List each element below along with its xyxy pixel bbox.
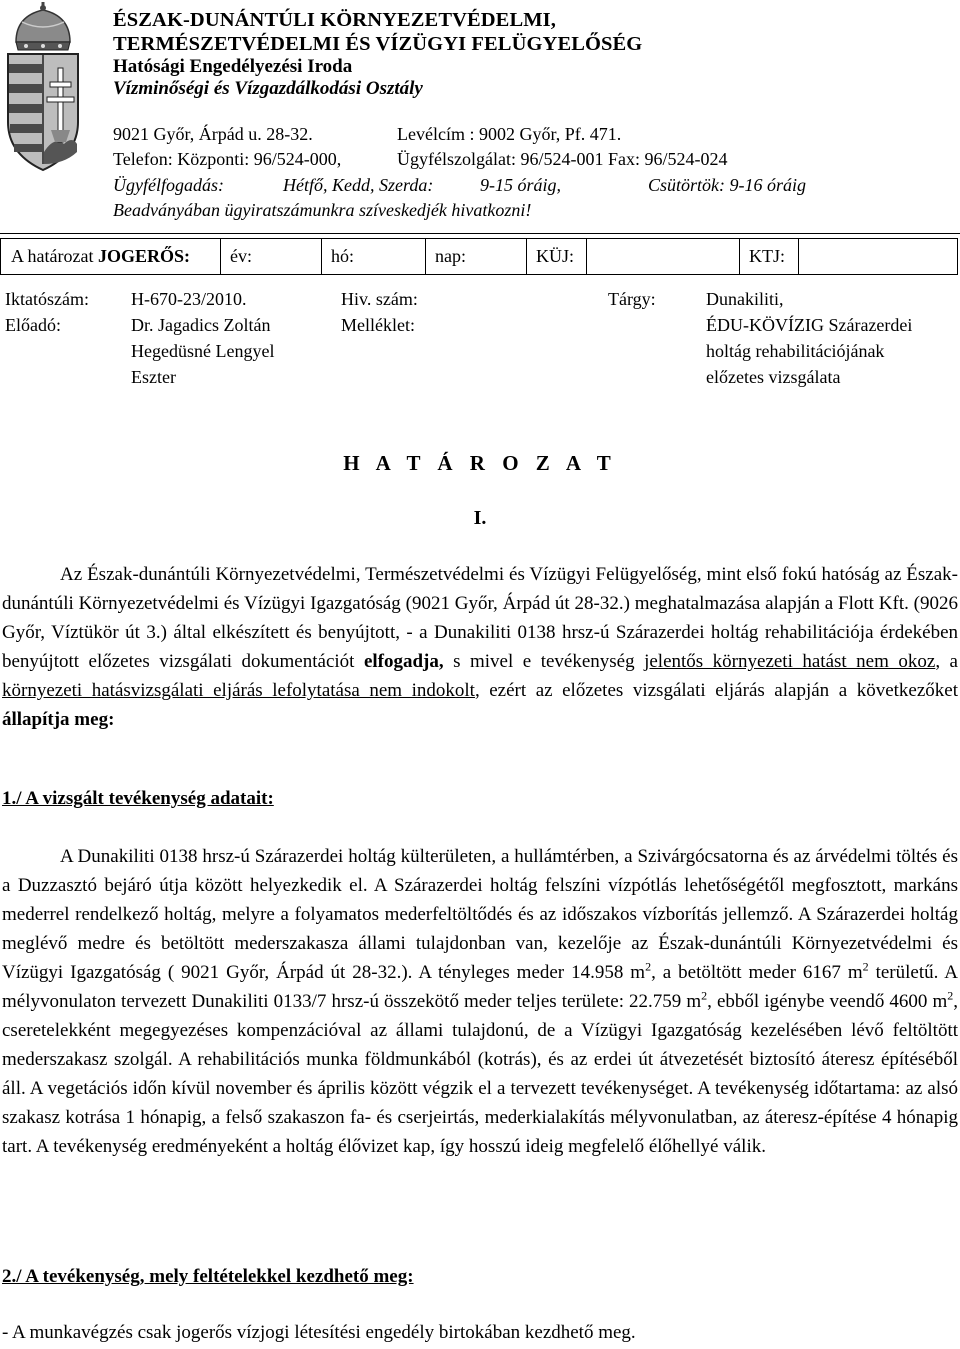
org-name-line-1: ÉSZAK-DUNÁNTÚLI KÖRNYEZETVÉDELMI, [113,9,556,31]
body-text-4: , ebből igénybe veendő 4600 m [707,991,948,1012]
table-divider [586,239,587,274]
iktatoszam-label: Iktatószám: [5,289,89,309]
body-text-2: , a betöltött meder 6167 m [651,962,863,983]
heading-activity-data: 1./ A vizsgált tevékenység adatait: [2,788,274,809]
superscript: 2 [701,988,708,1003]
jogeros-prefix: A határozat [11,246,98,266]
org-name-line-2: TERMÉSZETVÉDELMI ÉS VÍZÜGYI FELÜGYELŐSÉG [113,33,643,55]
jogeros-ktj: KTJ: [749,246,785,266]
targy-line-3: holtág rehabilitációjának [706,341,885,361]
eloado-value-1: Dr. Jagadics Zoltán [131,315,271,335]
table-divider [798,239,799,274]
intro-no-significant-impact: jelentős környezeti hatást nem okoz [644,651,936,672]
hours-label: Ügyfélfogadás: [113,175,224,195]
phone-central: Telefon: Központi: 96/524-000, [113,149,342,169]
jogeros-table [0,238,958,275]
header-divider [0,233,960,234]
body-text-5: , cseretelekként megegyezéses kompenzációval az állami tulajdonú, de a Vízügyi Igazgatóság kezelésében lévő feltöltött mederszakasz szolgál. A rehabilitációs munka földmunkából (kotrás), és az erdei út átvezetését biztosító áteresz építéséből áll. A vegetációs időn kívül november és április között végzik el a tervezett tevékenységet. A tevékenység időtartama: az alsó szakasz kotrása 1 hónapig, a felső szakaszon fa- és cserjeirtás, mederkialakítás mélyvonulatban, az áteresz-építése 4 hónapig tart. A tevékenység eredményeként a holtág élővizet kap, így hosszú ideig megfelelő élőhellyé válik. [2,991,958,1157]
eloado-label: Előadó: [5,315,61,335]
hours-days: Hétfő, Kedd, Szerda: [283,175,434,195]
melleklet-label: Melléklet: [341,315,415,335]
intro-decision-elfogadja: elfogadja, [363,651,444,672]
condition-1-text: - A munkavégzés csak jogerős vízjogi létesítési engedély birtokában kezdhető meg. [2,1322,636,1343]
targy-line-1: Dunakiliti, [706,289,784,309]
jogeros-kuj: KÜJ: [536,246,575,266]
body-text-1: A Dunakiliti 0138 hrsz-ú Szárazerdei holtág külterületen, a hullámtérben, a Szivárgócsatorna és az árvédelmi töltés és a Duzzasztó bejáró útja között helyezkedik el. A Szárazerdei holtág felszíni vízpótlás lehetőségétől megfosztott, markáns mederrel rendelkező holtág, melyre a folyamatos mederfeltöltődés és az időszakos vízborítás jellemző. A Szárazerdei holtág meglévő medre és betöltött mederszakasza állami tulajdonban van, kezelője az Észak-dunántúli Környezetvédelmi és Vízügyi Igazgatóság ( 9021 Győr, Árpád út 28-32.). A tényleges meder 14.958 m [2,846,958,983]
department-name: Vízminőségi és Vízgazdálkodási Osztály [113,78,423,99]
intro-paragraph [2,560,958,734]
superscript: 2 [947,988,954,1003]
reference-note: Beadványában ügyiratszámunkra szíveskedjék hivatkozni! [113,200,532,220]
jogeros-ev: év: [230,246,252,266]
activity-description-paragraph [2,842,958,1161]
address: 9021 Győr, Árpád u. 28-32. [113,124,313,144]
intro-text-2: s mivel e tevékenység [443,651,645,672]
condition-1 [2,1318,958,1347]
intro-eia-not-needed: környezeti hatásvizsgálati eljárás lefolytatása nem indokolt [2,680,475,701]
eloado-value-2: Hegedüsné Lengyel [131,341,275,361]
phone-service-fax: Ügyfélszolgálat: 96/524-001 Fax: 96/524-024 [397,149,728,169]
jogeros-label-cell [1,239,221,274]
jogeros-nap: nap: [435,246,466,266]
intro-text-3: , a [935,651,958,672]
iktatoszam-value: H-670-23/2010. [131,289,247,309]
jogeros-ho: hó: [331,246,355,266]
jogeros-label: JOGERŐS: [97,246,190,266]
eloado-value-3: Eszter [131,367,176,387]
mail-address: Levélcím : 9002 Győr, Pf. 471. [397,124,622,144]
intro-text-4: , ezért az előzetes vizsgálati eljárás alapján a következőket [474,680,958,701]
body-text-3: területű. A mélyvonulaton tervezett Dunakiliti 0133/7 hrsz-ú összekötő meder teljes területe: 22.759 m [2,962,958,1012]
superscript: 2 [862,959,869,974]
intro-allapitja-meg: állapítja meg: [2,709,115,730]
hours-thursday: Csütörtök: 9-16 óráig [648,175,807,195]
section-numeral: I. [473,507,487,529]
targy-line-4: előzetes vizsgálata [706,367,841,387]
targy-label: Tárgy: [608,289,656,309]
hours-time: 9-15 óráig, [480,175,561,195]
targy-line-2: ÉDU-KÖVÍZIG Szárazerdei [706,315,913,335]
hiv-szam-label: Hiv. szám: [341,289,418,309]
intro-text-1: Az Észak-dunántúli Környezetvédelmi, Természetvédelmi és Vízügyi Felügyelőség, mint első fokú hatóság az Észak-dunántúli Környezetvédelmi és Vízügyi Igazgatóság (9021 Győr, Árpád út 28-32.) meghatalmazása alapján a Flott Kft. (9026 Győr, Víztükör út 3.) által elkészített és benyújtott, - a Dunakiliti 0138 hrsz-ú Szárazerdei holtág rehabilitációja érdekében benyújtott előzetes vizsgálati dokumentációt [2,564,958,672]
letterhead [113,8,642,100]
heading-start-conditions: 2./ A tevékenység, mely feltételekkel kezdhető meg: [2,1266,414,1287]
hungarian-coat-of-arms-icon [2,2,84,174]
document-title: H A T Á R O Z A T [343,451,617,475]
office-name: Hatósági Engedélyezési Iroda [113,56,353,77]
superscript: 2 [645,959,652,974]
